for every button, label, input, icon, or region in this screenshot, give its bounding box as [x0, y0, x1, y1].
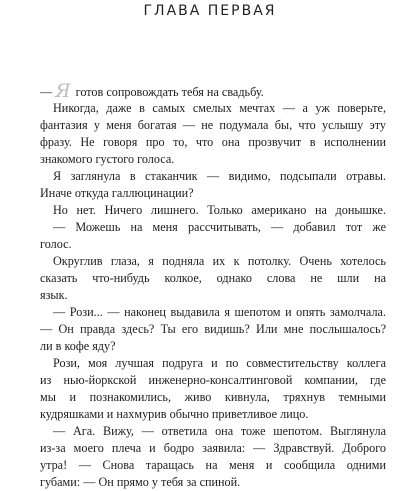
- text-lines: [40, 100, 386, 491]
- text-line: фантазия у меня богатая — не подумала бы, что услышу эту: [40, 118, 386, 132]
- text-line: фразу. Не говоря про то, что она прозвучит в исполнении: [40, 135, 386, 149]
- text-line: — Рози... — наконец выдавила я шепотом и опять замолчала.: [53, 305, 386, 319]
- text-line: сказать что-нибудь колкое, однако слова не шли на: [40, 271, 386, 285]
- text-line: кудряшками и нахмурив обычно приветливое лицо.: [40, 407, 309, 421]
- text-line: утра! — Снова таращась на меня и сообщила одними: [40, 458, 386, 472]
- text-line: из нью-йоркской инженерно-консалтинговой компании, где: [40, 373, 386, 387]
- text-line: — Он правда здесь? Ты его видишь? Или мне послышалось?: [40, 322, 386, 336]
- text-line: язык.: [40, 288, 68, 302]
- body-text: [40, 80, 386, 491]
- opening-line: [40, 80, 386, 102]
- drop-cap-letter: Я: [55, 80, 71, 102]
- text-line: мы и познакомились, живо кивнула, тряхнув темными: [40, 390, 386, 404]
- text-line: голос.: [40, 237, 72, 251]
- text-line: Никогда, даже в самых смелых мечтах — а уж поверьте,: [53, 101, 386, 115]
- text-line: из-за моего плеча и бодро заявила: — Здравствуй. Доброго: [40, 441, 386, 455]
- opening-dash: —: [40, 85, 56, 99]
- text-line: Иначе откуда галлюцинации?: [40, 186, 194, 200]
- text-line: губами: — Он прямо у тебя за спиной.: [40, 475, 241, 489]
- text-line: Округлив глаза, я подняла их к потолку. Очень хотелось: [53, 254, 386, 268]
- text-line: — Можешь на меня рассчитывать, — добавил тот же: [53, 220, 386, 234]
- text-line: Я заглянула в стаканчик — видимо, подсыпали отравы.: [53, 169, 386, 183]
- text-line: — Ага. Вижу, — ответила она тоже шепотом. Выглянула: [53, 424, 386, 438]
- chapter-title: ГЛАВА ПЕРВАЯ: [143, 3, 277, 19]
- text-line: Но нет. Ничего лишнего. Только американо на донышке.: [53, 203, 386, 217]
- text-line: Рози, моя лучшая подруга и по совместительству коллега: [53, 356, 386, 370]
- text-line: ли в кофе яду?: [40, 339, 116, 353]
- opening-text: готов сопровождать тебя на свадьбу.: [72, 85, 264, 99]
- text-line: знакомого густого голоса.: [40, 152, 175, 166]
